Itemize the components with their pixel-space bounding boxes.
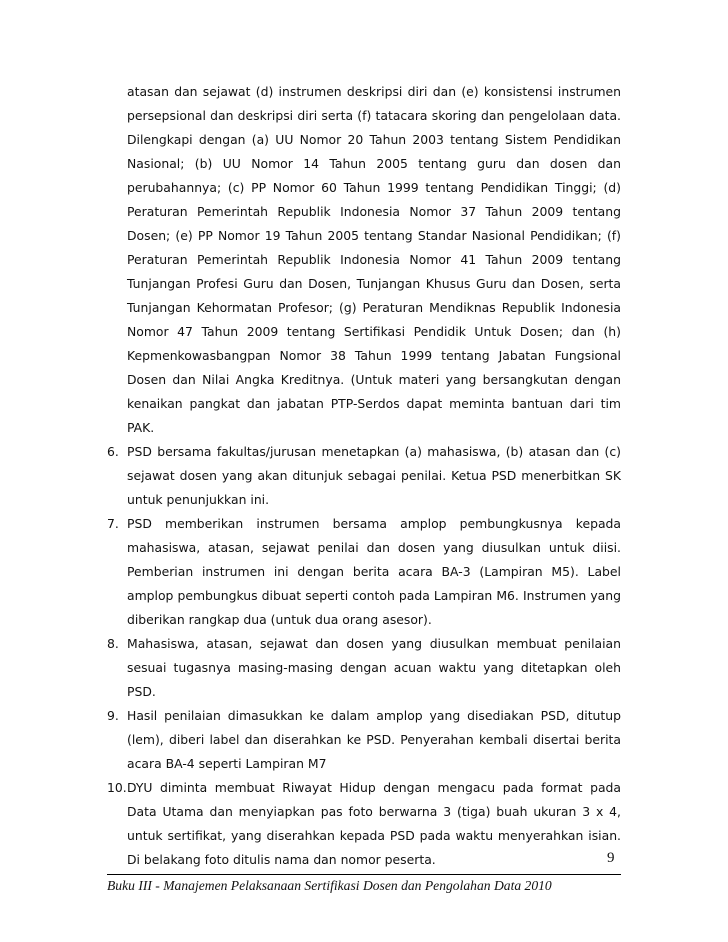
list-item-text: PSD memberikan instrumen bersama amplop pembungkusnya kepada mahasiswa, atasan, sejawat penilai dan dosen yang diusulkan untuk diisi. Pemberian instrumen ini dengan berita acara BA-3 (Lampiran M5). Label amplop pembungkus dibuat seperti contoh pada Lampiran M6. Instrumen yang diberikan rangkap dua (untuk dua orang asesor). xyxy=(127,516,621,627)
list-item-8 xyxy=(107,632,621,704)
page-body xyxy=(107,80,621,872)
continuation-paragraph: atasan dan sejawat (d) instrumen deskripsi diri dan (e) konsistensi instrumen persepsional dan deskripsi diri serta (f) tatacara skoring dan pengelolaan data. Dilengkapi dengan (a) UU Nomor 20 Tahun 2003 tentang Sistem Pendidikan Nasional; (b) UU Nomor 14 Tahun 2005 tentang guru dan dosen dan perubahannya; (c) PP Nomor 60 Tahun 1999 tentang Pendidikan Tinggi; (d) Peraturan Pemerintah Republik Indonesia Nomor 37 Tahun 2009 tentang Dosen; (e) PP Nomor 19 Tahun 2005 tentang Standar Nasional Pendidikan; (f) Peraturan Pemerintah Republik Indonesia Nomor 41 Tahun 2009 tentang Tunjangan Profesi Guru dan Dosen, Tunjangan Khusus Guru dan Dosen, serta Tunjangan Kehormatan Profesor; (g) Peraturan Mendiknas Republik Indonesia Nomor 47 Tahun 2009 tentang Sertifikasi Pendidik Untuk Dosen; dan (h) Kepmenkowasbangpan Nomor 38 Tahun 1999 tentang Jabatan Fungsional Dosen dan Nilai Angka Kreditnya. (Untuk materi yang bersangkutan dengan kenaikan pangkat dan jabatan PTP-Serdos dapat meminta bantuan dari tim PAK. xyxy=(127,84,621,435)
list-item-number: 8. xyxy=(107,636,119,651)
list-item-7 xyxy=(107,512,621,632)
list-item-text: Hasil penilaian dimasukkan ke dalam amplop yang disediakan PSD, ditutup (lem), diberi label dan diserahkan ke PSD. Penyerahan kembali disertai berita acara BA-4 seperti Lampiran M7 xyxy=(127,708,621,771)
footer-title: Buku III - Manajemen Pelaksanaan Sertifikasi Dosen dan Pengolahan Data 2010 xyxy=(107,874,621,894)
list-item-text: PSD bersama fakultas/jurusan menetapkan (a) mahasiswa, (b) atasan dan (c) sejawat dosen yang akan ditunjuk sebagai penilai. Ketua PSD menerbitkan SK untuk penunjukkan ini. xyxy=(127,444,621,507)
list-item-10 xyxy=(107,776,621,872)
list-item-9 xyxy=(107,704,621,776)
page-number: 9 xyxy=(607,850,615,866)
list-item-number: 10. xyxy=(107,780,127,795)
list-item-text: DYU diminta membuat Riwayat Hidup dengan mengacu pada format pada Data Utama dan menyiapkan pas foto berwarna 3 (tiga) buah ukuran 3 x 4, untuk sertifikat, yang diserahkan kepada PSD pada waktu menyerahkan isian. Di belakang foto ditulis nama dan nomor peserta. xyxy=(127,780,621,867)
list-item-number: 9. xyxy=(107,708,119,723)
list-item-number: 7. xyxy=(107,516,119,531)
list-item-number: 6. xyxy=(107,444,119,459)
list-item-6 xyxy=(107,440,621,512)
list-item-text: Mahasiswa, atasan, sejawat dan dosen yang diusulkan membuat penilaian sesuai tugasnya masing-masing dengan acuan waktu yang ditetapkan oleh PSD. xyxy=(127,636,621,699)
